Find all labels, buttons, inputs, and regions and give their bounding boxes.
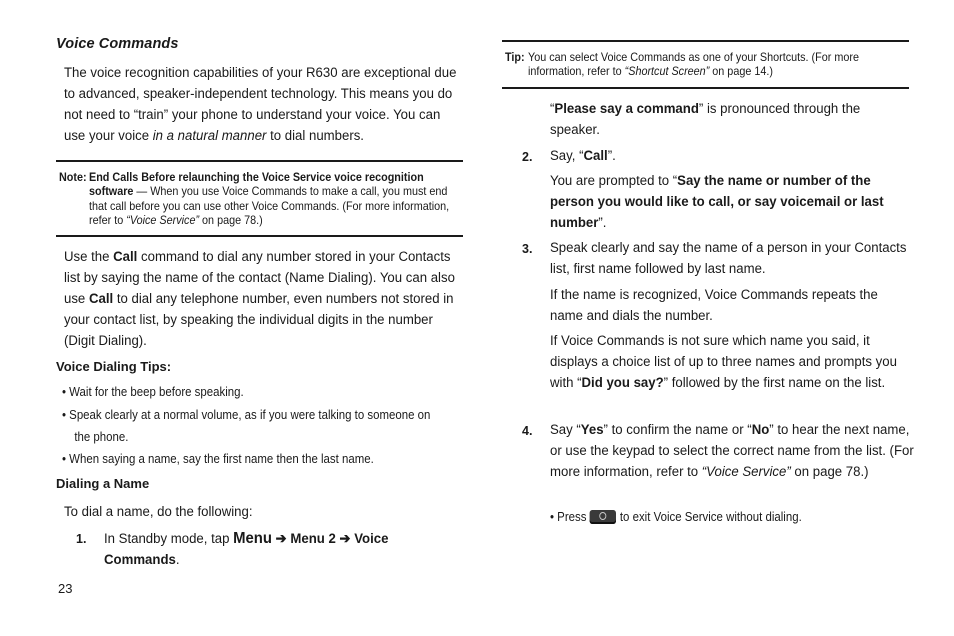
step-1-text: In Standby mode, tap Menu ➔ Menu 2 ➔ Voice Commands.: [104, 530, 389, 568]
step-4-number: 4.: [522, 424, 533, 438]
step-3-text: Speak clearly and say the name of a person in your Contacts list, first name followed by last name.: [550, 240, 907, 277]
tip-label: Tip:: [505, 50, 525, 64]
tips-heading: Voice Dialing Tips:: [56, 359, 172, 374]
tip-top-rule: [502, 40, 909, 42]
dialing-intro: To dial a name, do the following:: [64, 504, 253, 520]
step-2-prompt: You are prompted to “Say the name or number of the person you would like to call, or say voicemail or last number”.: [550, 173, 884, 231]
note-label: Note:: [59, 170, 87, 184]
note-text: End Calls Before relaunching the Voice Service voice recognition software — When you use Voice Commands to make a call, you must end that call before you can use other Voice Commands. (For more information, refer to “Voice Service” on page 78.): [89, 170, 450, 227]
pronounced-text: “Please say a command” is pronounced through the speaker.: [550, 101, 861, 138]
tip-text: You can select Voice Commands as one of your Shortcuts. (For more information, refer to “Shortcut Screen” on page 14.): [528, 50, 859, 79]
end-key-icon: [590, 510, 616, 524]
note-bottom-rule: [56, 235, 463, 237]
tip-item-3: • When saying a name, say the first name then the last name.: [62, 451, 374, 466]
dialing-heading: Dialing a Name: [56, 476, 150, 491]
press-bullet: • Press to exit Voice Service without dialing.: [550, 509, 802, 524]
step-3-recognized: If the name is recognized, Voice Commands repeats the name and dials the number.: [550, 287, 878, 324]
page-number: 23: [58, 581, 73, 596]
note-top-rule: [56, 160, 463, 162]
section-title: Voice Commands: [56, 36, 179, 52]
tip-bottom-rule: [502, 87, 909, 89]
step-3-unsure: If Voice Commands is not sure which name you said, it displays a choice list of up to three names and prompts you with “Did you say?” followed by the first name on the list.: [550, 333, 897, 391]
step-2-number: 2.: [522, 150, 533, 164]
step-3-number: 3.: [522, 242, 533, 256]
menu-key-label: Menu: [233, 530, 272, 547]
tip-item-1: • Wait for the beep before speaking.: [62, 384, 244, 399]
intro-paragraph: The voice recognition capabilities of your R630 are exceptional due to advanced, speaker-independent technology. This means you do not need to “train” your phone to understand your voice. You can use your voice in a natural manner to dial numbers.: [64, 65, 457, 144]
step-4-text: Say “Yes” to confirm the name or “No” to hear the next name, or use the keypad to select the correct name from the list. (For more information, refer to “Voice Service” on page 78.): [550, 422, 914, 480]
step-1-number: 1.: [76, 532, 87, 546]
tip-item-2: • Speak clearly at a normal volume, as if you were talking to someone on the phone.: [62, 407, 431, 444]
call-paragraph: Use the Call command to dial any number stored in your Contacts list by saying the name of the contact (Name Dialing). You can also use Call to dial any telephone number, even numbers not stored in your contact list, by speaking the individual digits in the number (Digit Dialing).: [64, 249, 455, 349]
step-2-text: Say, “Call”.: [550, 148, 616, 164]
